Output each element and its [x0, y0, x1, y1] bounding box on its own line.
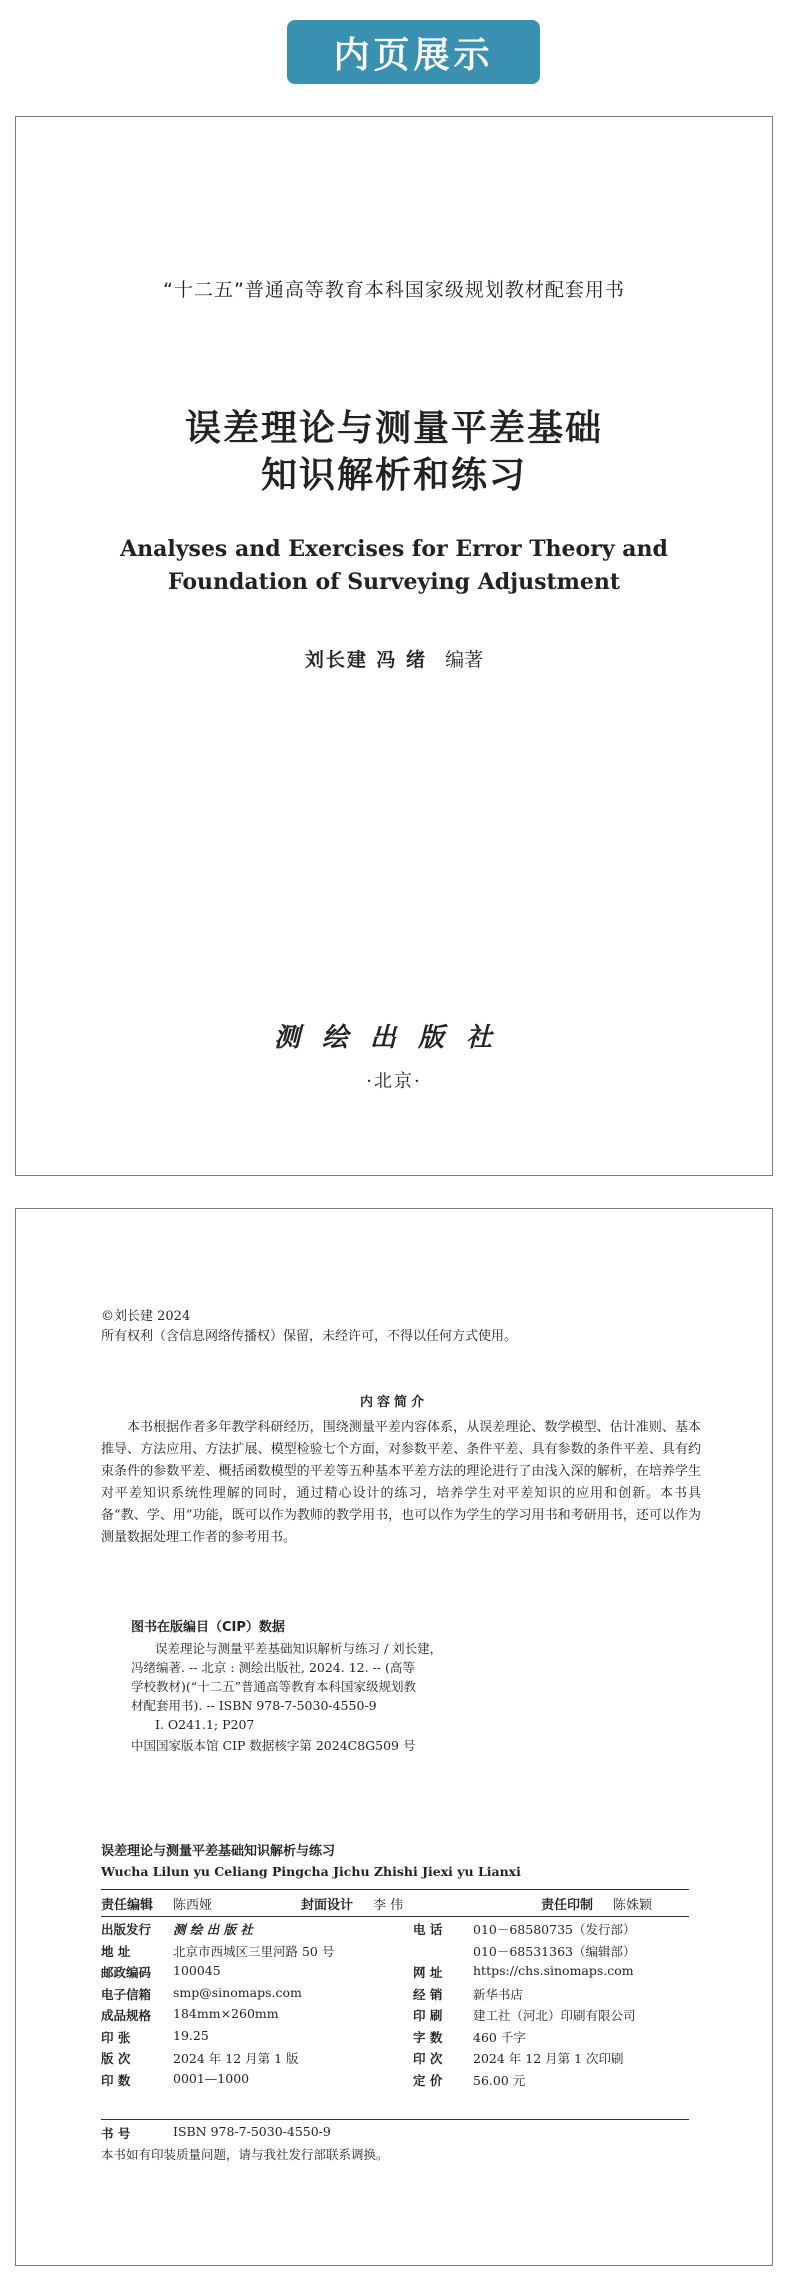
isbn-row — [101, 2124, 689, 2145]
cover-design-value: 李 伟 — [373, 1898, 404, 1913]
divider — [101, 1916, 689, 1917]
book-title-pinyin: Wucha Lilun yu Celiang Pingcha Jichu Zhishi Jiexi yu Lianxi — [101, 1864, 521, 1879]
copyright-block — [101, 1307, 701, 1347]
info-row — [101, 2049, 689, 2071]
book-title-zh-line2: 知识解析和练习 — [260, 454, 527, 496]
divider — [101, 1889, 689, 1890]
info-label: 电 话 — [413, 1922, 443, 1937]
info-row — [101, 2006, 689, 2028]
cip-line: 学校教材)(“十二五”普通高等教育本科国家级规划教 — [131, 1679, 417, 1694]
cip-classification: Ⅰ. O241.1; P207 — [155, 1717, 255, 1732]
info-value: 100045 — [173, 1963, 221, 1978]
series-name: “十二五”普通高等教育本科国家级规划教材配套用书 — [163, 279, 625, 301]
print-manager-label: 责任印制 — [541, 1898, 594, 1913]
title-page — [15, 116, 773, 1176]
copyright-page — [15, 1208, 773, 2266]
cip-line: 误差理论与测量平差基础知识解析与练习 / 刘长建， — [155, 1641, 443, 1656]
info-label: 定 价 — [413, 2072, 443, 2088]
info-value: https://chs.sinomaps.com — [473, 1963, 634, 1978]
book-title-block — [101, 1842, 521, 1882]
info-row — [101, 1920, 689, 1942]
cip-line: 冯绪编著. -- 北京 : 测绘出版社, 2024. 12. -- (高等 — [131, 1660, 415, 1675]
info-label: 成品规格 — [101, 2008, 152, 2023]
info-label: 地 址 — [101, 1943, 131, 1959]
info-value: 测 绘 出 版 社 — [173, 1922, 253, 1937]
quality-note: 本书如有印装质量问题，请与我社发行部联系调换。 — [101, 2147, 389, 2162]
isbn-block — [101, 2124, 689, 2166]
info-row — [101, 1963, 689, 1985]
info-value: 建工社（河北）印刷有限公司 — [473, 2008, 636, 2023]
book-title-en-line2: Foundation of Surveying Adjustment — [167, 569, 621, 595]
info-label: 电子信箱 — [101, 1986, 152, 2002]
info-label: 版 次 — [101, 2051, 131, 2066]
author-names: 刘长建 冯 绪 — [304, 649, 428, 671]
info-label: 出版发行 — [101, 1922, 152, 1937]
info-row — [101, 2028, 689, 2050]
book-title-en-line1: Analyses and Exercises for Error Theory and — [120, 536, 668, 562]
isbn-label: 书 号 — [101, 2126, 131, 2141]
info-value: 新华书店 — [473, 1986, 524, 2002]
authors — [16, 645, 772, 672]
info-value: 北京市西城区三里河路 50 号 — [173, 1943, 335, 1959]
info-value: 010－68580735（发行部） — [473, 1922, 636, 1937]
author-role: 编著 — [445, 649, 484, 671]
info-value: 184mm×260mm — [173, 2006, 279, 2021]
publication-info — [101, 1920, 689, 2092]
info-row — [101, 1942, 689, 1964]
section-banner: 内页展示 — [287, 20, 540, 84]
cip-block — [131, 1617, 591, 1755]
info-value: 0001—1000 — [173, 2070, 250, 2086]
intro-text: 本书根据作者多年教学科研经历，围绕测量平差内容体系，从误差理论、数学模型、估计准则、基本推导、方法应用、方法扩展、模型检验七个方面，对参数平差、条件平差、具有参数的条件平差、具有约束条件的参数平差、概括函数模型的平差等五种基本平差方法的理论进行了由浅入深的解析，在培养学生对平差知识系统性理解的同时，通过精心设计的练习，培养学生对平差知识的应用和创新。本书具备“教、学、用”功能，既可以作为教师的教学用书，也可以作为学生的学习用书和考研用书，还可以作为测量数据处理工作者的参考用书。 — [101, 1420, 701, 1545]
copyright-line: ©刘长建 2024 — [101, 1309, 191, 1324]
book-title-zh-line1: 误差理论与测量平差基础 — [184, 407, 603, 449]
info-value: 460 千字 — [473, 2029, 526, 2045]
cip-heading: 图书在版编目（CIP）数据 — [131, 1620, 285, 1635]
cover-design-label: 封面设计 — [301, 1898, 354, 1913]
info-label: 邮政编码 — [101, 1965, 152, 1980]
info-label: 字 数 — [413, 2029, 443, 2045]
info-label: 印 张 — [101, 2029, 131, 2045]
info-value: smp@sinomaps.com — [173, 1984, 302, 2000]
info-value: 2024 年 12 月第 1 版 — [173, 2051, 299, 2066]
book-title-zh: 误差理论与测量平差基础知识解析与练习 — [101, 1844, 336, 1859]
rights-line: 所有权利（含信息网络传播权）保留，未经许可，不得以任何方式使用。 — [101, 1329, 518, 1344]
cip-note: 中国国家版本馆 CIP 数据核字第 2024C8G509 号 — [131, 1738, 416, 1753]
print-manager-value: 陈姝颖 — [613, 1898, 653, 1913]
info-row — [101, 1985, 689, 2007]
info-label: 经 销 — [413, 1986, 443, 2002]
info-value: 2024 年 12 月第 1 次印刷 — [473, 2051, 624, 2066]
intro-heading: 内容简介 — [359, 1395, 428, 1410]
editor-value: 陈西娅 — [173, 1898, 213, 1913]
publisher-city: ·北京· — [366, 1071, 422, 1092]
divider — [101, 2119, 689, 2120]
info-label: 印 数 — [101, 2072, 131, 2088]
cip-line: 材配套用书). -- ISBN 978-7-5030-4550-9 — [131, 1698, 377, 1713]
info-label: 印 刷 — [413, 2008, 443, 2023]
info-value: 19.25 — [173, 2027, 209, 2043]
info-label: 印 次 — [413, 2051, 443, 2066]
editor-label: 责任编辑 — [101, 1898, 154, 1913]
publisher-logo: 测绘出版社 — [273, 1023, 514, 1053]
info-value: 56.00 元 — [473, 2072, 526, 2088]
info-label: 网 址 — [413, 1965, 443, 1980]
info-value: 010－68531363（编辑部） — [473, 1943, 636, 1959]
isbn-value: ISBN 978-7-5030-4550-9 — [173, 2124, 331, 2139]
info-row — [101, 2071, 689, 2093]
